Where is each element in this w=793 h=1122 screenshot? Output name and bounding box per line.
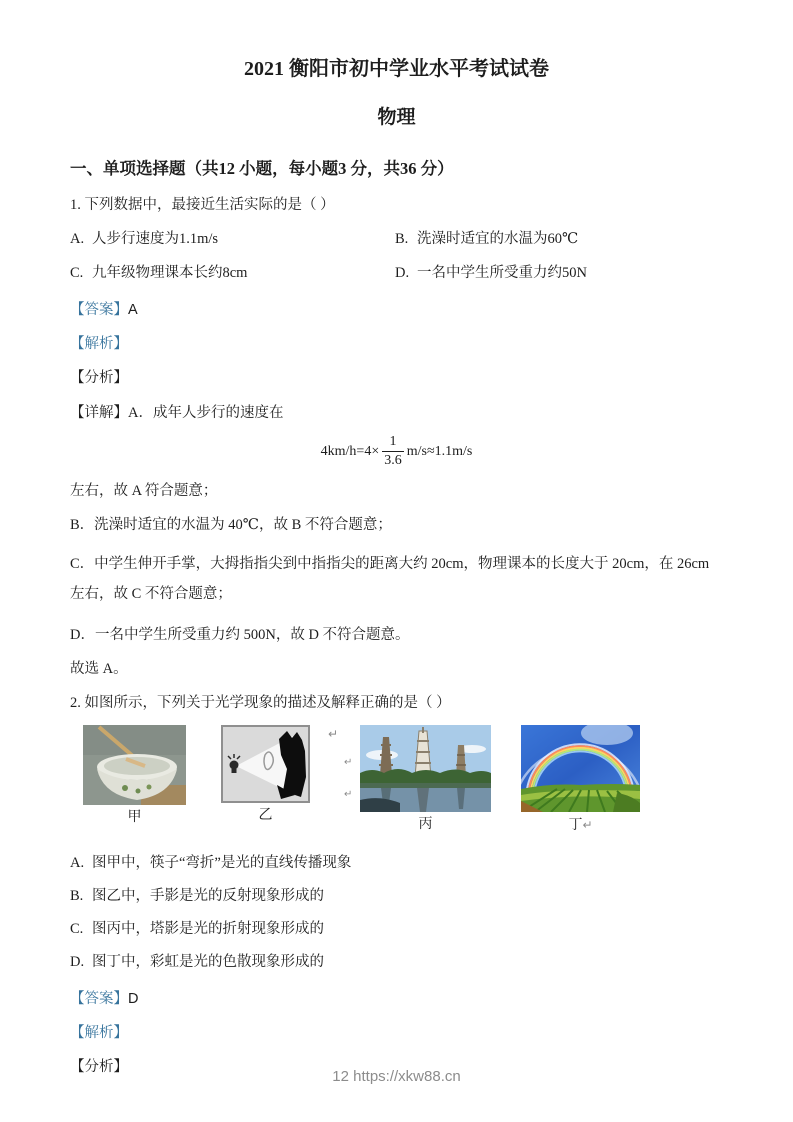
q1-option-d-text: 一名中学生所受重力约50N: [417, 265, 587, 281]
q2-option-a-text: 图甲中，筷子“弯折”是光的直线传播现象: [92, 855, 352, 871]
speed-conversion-formula: [321, 433, 473, 470]
pagoda-reflection-image: [360, 725, 491, 812]
q2-answer-value: D: [128, 991, 139, 1007]
q2-jiexi-line: [70, 1023, 723, 1043]
q1-option-d-label: D.: [395, 265, 410, 281]
figure-ding: [521, 725, 640, 834]
line-break-mark: ↵: [582, 818, 593, 832]
question-2-stem: 2. 如图所示，下列关于光学现象的描述及解释正确的是（ ）: [70, 695, 451, 711]
q1-detail-c: C．中学生伸开手掌，大拇指指尖到中指指尖的距离大约 20cm，物理课本的长度大于 20cm，在 26cm 左右，故 C 不符合题意；: [70, 556, 710, 602]
q1-answer-line: [70, 300, 723, 320]
figure-yi: [221, 725, 310, 824]
q1-detail-d: D．一名中学生所受重力约 500N，故 D 不符合题意。: [70, 627, 410, 643]
figure-bing-label: 丙: [418, 817, 433, 832]
q2-option-a-label: A.: [70, 855, 85, 871]
figure-ding-label-text: 丁: [568, 818, 583, 833]
q2-answer-line: [70, 989, 723, 1009]
fraction-numerator: 1: [382, 433, 404, 452]
figure-ding-label: [521, 817, 640, 834]
q1-conclusion: 故选 A。: [70, 661, 128, 677]
q1-option-d: [395, 263, 723, 283]
xiangjie-label: 【详解】: [70, 405, 128, 421]
formula-suffix: m/s≈1.1m/s: [406, 443, 473, 459]
q1-option-b-label: B.: [395, 231, 409, 247]
q2-option-c-text: 图丙中，塔影是光的折射现象形成的: [92, 921, 324, 937]
q1-fenxi-line: [70, 368, 723, 388]
line-break-mark: ↵: [328, 727, 339, 741]
figure-yi-label: 乙: [258, 808, 273, 823]
figure-bing: [360, 725, 491, 833]
section-heading: 一、单项选择题（共12 小题，每小题3 分，共36 分）: [70, 159, 454, 178]
q1-option-b: [395, 229, 723, 249]
q1-option-c: [70, 263, 395, 283]
q2-option-d: [70, 952, 723, 972]
q2-option-c-label: C.: [70, 921, 84, 937]
q1-answer-value: A: [128, 302, 138, 318]
q2-option-d-text: 图丁中，彩虹是光的色散现象形成的: [92, 954, 324, 970]
figure-jia-label: 甲: [127, 810, 142, 825]
line-break-mark: ↵: [344, 789, 353, 800]
page-subtitle: 物理: [377, 107, 416, 128]
q1-detail-a-text: A．成年人步行的速度在: [128, 405, 284, 421]
q1-option-c-label: C.: [70, 265, 84, 281]
q1-detail-a2: 左右，故 A 符合题意；: [70, 483, 218, 499]
fenxi-label: 【分析】: [70, 1059, 128, 1075]
page-title: 2021 衡阳市初中学业水平考试试卷: [244, 58, 549, 80]
q2-option-b-text: 图乙中，手影是光的反射现象形成的: [92, 888, 324, 904]
q1-option-c-text: 九年级物理课本长约8cm: [92, 265, 248, 281]
fenxi-label: 【分析】: [70, 370, 128, 386]
q2-option-c: [70, 919, 723, 939]
q1-jiexi-line: [70, 334, 723, 354]
answer-label: 【答案】: [70, 302, 128, 318]
question-1-options: [70, 229, 723, 283]
chopstick-in-bowl-image: [83, 725, 186, 805]
q2-option-b-label: B.: [70, 888, 84, 904]
answer-label: 【答案】: [70, 991, 128, 1007]
question-2-figures: [70, 725, 723, 837]
fraction-denominator: 3.6: [384, 453, 402, 468]
q1-formula-row: [70, 433, 723, 470]
q1-option-a: [70, 229, 395, 249]
jiexi-label: 【解析】: [70, 1025, 128, 1041]
hand-shadow-image: [221, 725, 310, 803]
q1-detail-a-line: [70, 403, 723, 423]
rainbow-over-field-image: [521, 725, 640, 812]
line-break-mark: ↵: [344, 757, 353, 768]
q2-option-b: [70, 886, 723, 906]
jiexi-label: 【解析】: [70, 336, 128, 352]
q1-option-a-text: 人步行速度为1.1m/s: [92, 231, 219, 247]
q2-option-d-label: D.: [70, 954, 85, 970]
formula-prefix: 4km/h=4×: [320, 443, 380, 459]
page-footer: 12 https://xkw88.cn: [332, 1068, 461, 1085]
q1-option-b-text: 洗澡时适宜的水温为60℃: [417, 231, 579, 247]
q1-detail-b: B．洗澡时适宜的水温为 40℃，故 B 不符合题意；: [70, 517, 392, 533]
q2-option-a: [70, 853, 723, 873]
q1-option-a-label: A.: [70, 231, 85, 247]
fraction: [382, 433, 404, 470]
question-1-stem: 1. 下列数据中，最接近生活实际的是（ ）: [70, 197, 335, 213]
figure-jia: [83, 725, 186, 826]
